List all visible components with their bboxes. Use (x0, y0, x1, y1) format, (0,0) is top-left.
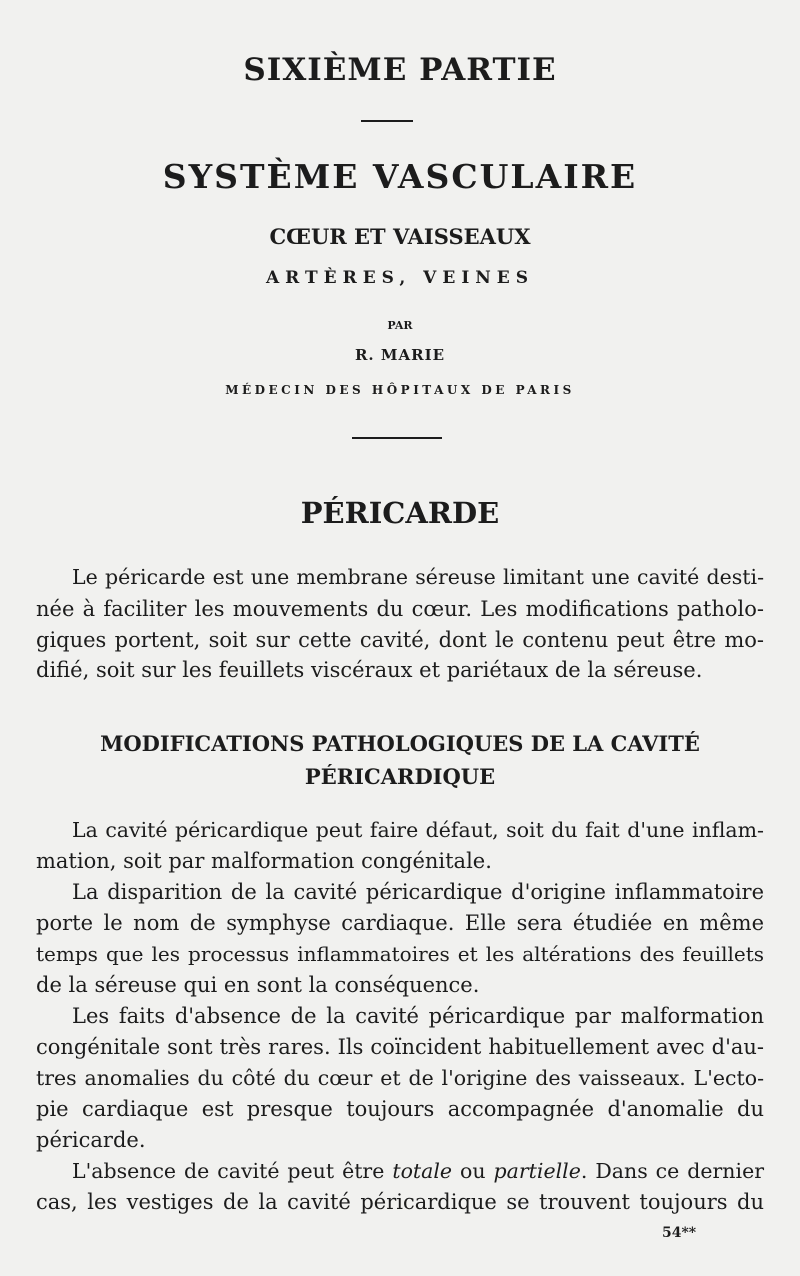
subsection-title: MODIFICATIONS PATHOLOGIQUES DE LA CAVITÉ (100, 731, 700, 756)
subsection-title-continued: PÉRICARDIQUE (304, 764, 496, 789)
italic-term-totale: totale (392, 1159, 453, 1183)
subtitle: CŒUR ET VAISSEAUX (269, 224, 531, 249)
text-line: péricarde. (36, 1128, 146, 1152)
text-line: La cavité péricardique peut faire défaut, soit du fait d'une inflam- (72, 818, 764, 842)
text-run: L'absence de cavité peut être (72, 1159, 393, 1183)
text-line: Le péricarde est une membrane séreuse limitant une cavité desti- (72, 565, 764, 589)
text-line: La disparition de la cavité péricardique d'origine inflammatoire (72, 880, 764, 904)
italic-term-partielle: partielle (493, 1159, 581, 1183)
text-run: . Dans ce dernier (580, 1159, 764, 1183)
text-line: pie cardiaque est presque toujours accompagnée d'anomalie du (36, 1097, 764, 1121)
text-line: temps que les processus inflammatoires et les altérations des feuillets (36, 942, 764, 966)
subtitle-arteries-veins: ARTÈRES, VEINES (265, 268, 535, 288)
text-line: difié, soit sur les feuillets viscéraux et pariétaux de la séreuse. (36, 658, 703, 682)
author-name: R. MARIE (354, 346, 446, 364)
divider-rule (361, 120, 413, 122)
text-line: née à faciliter les mouvements du cœur. Les modifications patholo- (36, 597, 764, 621)
text-line: mation, soit par malformation congénitale. (36, 849, 492, 873)
text-line: Les faits d'absence de la cavité péricardique par malformation (72, 1004, 764, 1028)
text-line: tres anomalies du côté du cœur et de l'origine des vaisseaux. L'ecto- (36, 1066, 764, 1090)
section-title: SYSTÈME VASCULAIRE (162, 157, 638, 196)
text-line (72, 1158, 764, 1185)
text-line: porte le nom de symphyse cardiaque. Elle sera étudiée en même (36, 911, 764, 935)
text-line: congénitale sont très rares. Ils coïncident habituellement avec d'au- (36, 1035, 764, 1059)
author-role: MÉDECIN DES HÔPITAUX DE PARIS (225, 383, 575, 397)
part-title: SIXIÈME PARTIE (243, 52, 557, 88)
page-folio: 54** (662, 1225, 697, 1241)
text-line: giques portent, soit sur cette cavité, dont le contenu peut être mo- (36, 628, 764, 652)
text-run: ou (452, 1159, 494, 1183)
divider-rule (352, 437, 442, 439)
chapter-title: PÉRICARDE (300, 496, 500, 530)
text-line: de la séreuse qui en sont la conséquence. (36, 973, 480, 997)
text-line: cas, les vestiges de la cavité péricardique se trouvent toujours du (36, 1190, 764, 1214)
byline-par: PAR (387, 319, 413, 332)
